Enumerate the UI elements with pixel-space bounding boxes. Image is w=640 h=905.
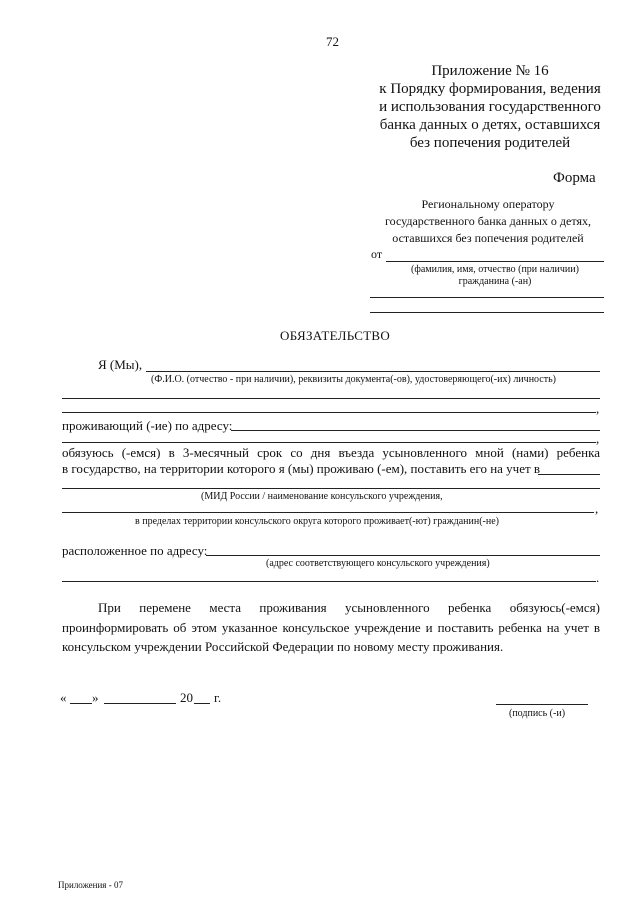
consular-hint: в пределах территории консульского округа которого проживает(-ют) гражданин(-не)	[135, 516, 499, 527]
paragraph-word: ребенка	[447, 600, 492, 615]
year-prefix: 20	[180, 690, 193, 705]
period: .	[596, 570, 600, 585]
appendix-line: банка данных о детях, оставшихся	[379, 117, 601, 133]
addressee-line: Региональному оператору	[421, 197, 555, 211]
from-hint: (фамилия, имя, отчество (при наличии)	[411, 264, 579, 275]
obligation-text: в государство, на территории которого я (мы) проживаю (-ем), поставить его на учет в	[62, 461, 541, 476]
obligation-text: обязуюсь (-емся) в 3-месячный срок со дня въезда усыновленного мной (нами) ребенка	[62, 445, 600, 460]
page-number: 72	[326, 34, 339, 49]
fio-field-line[interactable]	[146, 371, 600, 372]
from-label: от	[371, 247, 383, 261]
from-field-line[interactable]	[386, 261, 604, 262]
paragraph-word: усыновленного	[345, 600, 430, 615]
date-close-quote: »	[92, 690, 99, 705]
paragraph-line	[62, 600, 600, 616]
located-label: расположенное по адресу:	[62, 543, 208, 558]
address-field-line[interactable]	[231, 430, 600, 431]
addressee-line: оставшихся без попечения родителей	[392, 231, 584, 245]
fio-field-line[interactable]	[62, 412, 596, 413]
consulate-address-line[interactable]	[62, 581, 596, 582]
fio-field-line[interactable]	[62, 398, 600, 399]
paragraph-word: перемене	[139, 600, 191, 615]
fio-hint: (Ф.И.О. (отчество - при наличии), реквизиты документа(-ов), удостоверяющего(-их) личность)	[151, 374, 556, 385]
consular-field-line[interactable]	[62, 488, 600, 489]
date-open-quote: «	[60, 690, 67, 705]
paragraph-line: консульском учреждении Российской Федерации по новому месту проживания.	[62, 639, 504, 654]
paragraph-line: проинформировать об этом указанное консульское учреждение и поставить ребенка на учет в	[62, 620, 600, 635]
from-field-line[interactable]	[370, 312, 604, 313]
comma: ,	[596, 431, 600, 446]
appendix-line: и использования государственного	[379, 99, 601, 115]
signature-field-line[interactable]	[496, 704, 588, 705]
paragraph-word: проживания	[259, 600, 327, 615]
from-field-line[interactable]	[370, 297, 604, 298]
appendix-line: к Порядку формирования, ведения	[379, 81, 601, 97]
paragraph-word: При	[98, 600, 121, 615]
consulate-address-line[interactable]	[206, 555, 600, 556]
appendix-line: без попечения родителей	[409, 135, 571, 151]
document-title: ОБЯЗАТЕЛЬСТВО	[280, 328, 391, 343]
comma: ,	[595, 501, 599, 516]
paragraph-word: места	[209, 600, 242, 615]
from-hint: гражданина (-ан)	[458, 276, 532, 287]
form-label: Форма	[553, 170, 596, 186]
year-field-line[interactable]	[194, 703, 210, 704]
signature-hint: (подпись (-и)	[509, 708, 566, 719]
mid-hint: (МИД России / наименование консульского учреждения,	[201, 491, 443, 502]
residing-label: проживающий (-ие) по адресу:	[62, 418, 233, 433]
footer-text: Приложения - 07	[58, 880, 123, 890]
addressee-line: государственного банка данных о детях,	[385, 214, 591, 228]
consular-field-line[interactable]	[538, 474, 600, 475]
appendix-title: Приложение № 16	[431, 63, 549, 79]
i-we-label: Я (Мы),	[98, 357, 143, 372]
year-suffix: г.	[214, 690, 222, 705]
month-field-line[interactable]	[104, 703, 176, 704]
day-field-line[interactable]	[70, 703, 92, 704]
paragraph-word: обязуюсь(-емся)	[509, 600, 600, 615]
comma: ,	[596, 401, 600, 416]
located-hint: (адрес соответствующего консульского учреждения)	[266, 558, 490, 569]
consular-field-line[interactable]	[62, 512, 594, 513]
address-field-line[interactable]	[62, 442, 596, 443]
